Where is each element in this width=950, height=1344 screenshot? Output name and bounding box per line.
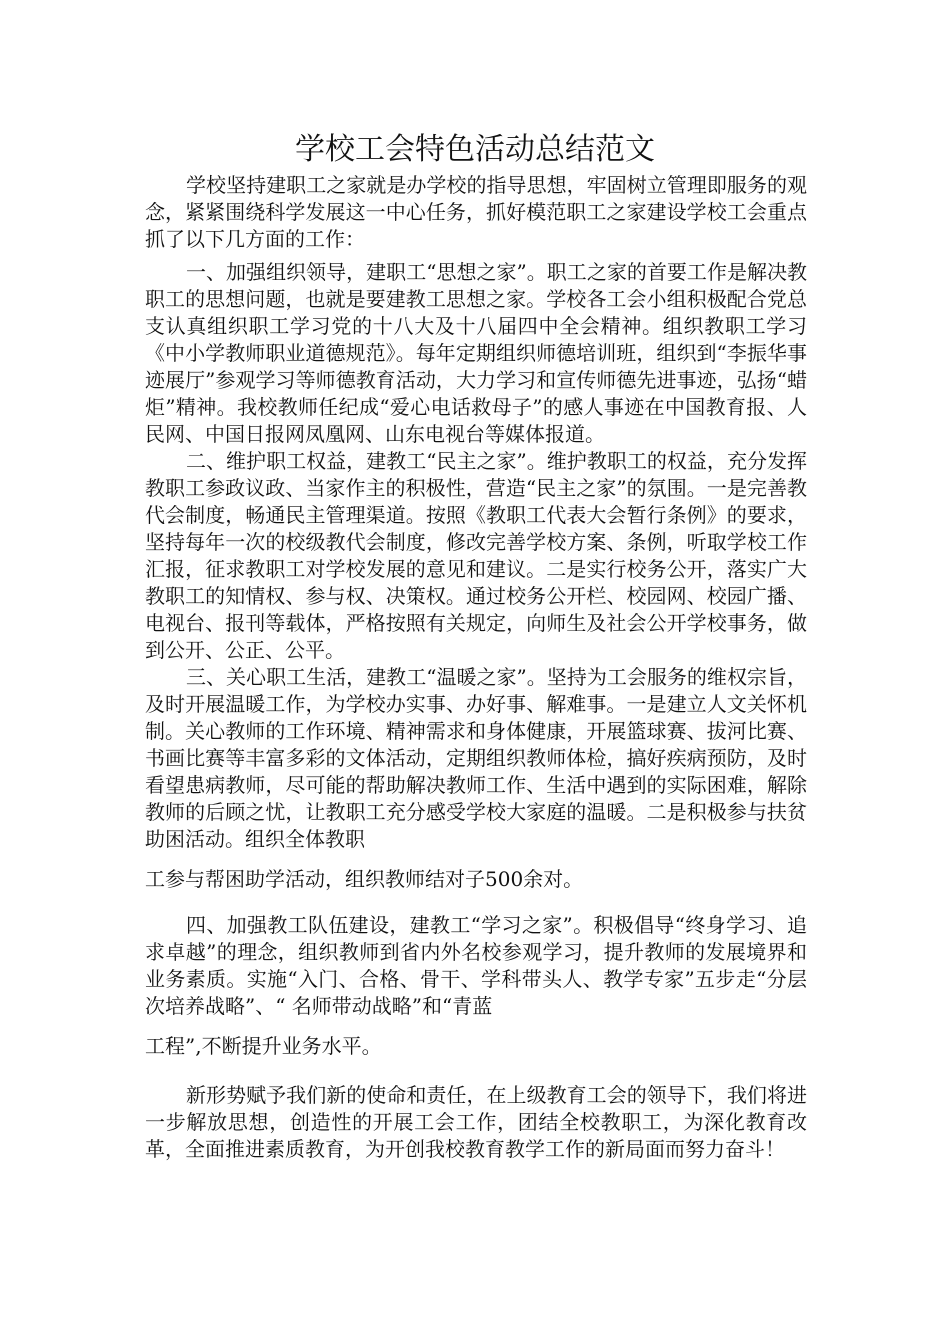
document-title: 学校工会特色活动总结范文 <box>295 132 655 167</box>
section-four-continuation: 工程”,不断提升业务水平。 <box>145 1034 382 1058</box>
section-one-paragraph: 一、加强组织领导，建职工“思想之家”。职工之家的首要工作是解决教职工的思想问题，也就是要建教工思想之家。学校各工会小组积极配合党总支认真组织职工学习党的十八大及十八届四中全会精神。组织教职工学习《中小学教师职业道德规范》。每年定期组织师德培训班，组织到“李振华事迹展厅”参观学习等师德教育活动，大力学习和宣传师德先进事迹，弘扬“蜡炬”精神。我校教师任纪成“爱心电话救母子”的感人事迹在中国教育报、人民网、中国日报网凤凰网、山东电视台等媒体报道。 <box>145 260 807 446</box>
section-three-paragraph: 三、关心职工生活，建教工“温暖之家”。坚持为工会服务的维权宗旨，及时开展温暖工作，为学校办实事、办好事、解难事。一是建立人文关怀机制。关心教师的工作环境、精神需求和身体健康，开展篮球赛、拔河比赛、书画比赛等丰富多彩的文体活动，定期组织教师体检，搞好疾病预防，及时看望患病教师，尽可能的帮助解决教师工作、生活中遇到的实际困难，解除教师的后顾之忧，让教职工充分感受学校大家庭的温暖。二是积极参与扶贫助困活动。组织全体教职 <box>145 665 807 851</box>
section-four-paragraph: 四、加强教工队伍建设，建教工“学习之家”。积极倡导“终身学习、追求卓越”的理念，组织教师到省内外名校参观学习，提升教师的发展境界和业务素质。实施“入门、合格、骨干、学科带头人、教学专家”五步走“分层次培养战略”、“ 名师带动战略”和“青蓝 <box>145 913 807 1018</box>
document-body <box>145 172 807 1163</box>
intro-paragraph: 学校坚持建职工之家就是办学校的指导思想，牢固树立管理即服务的观念，紧紧围绕科学发展这一中心任务，抓好模范职工之家建设学校工会重点抓了以下几方面的工作： <box>145 173 807 251</box>
closing-paragraph: 新形势赋予我们新的使命和责任，在上级教育工会的领导下，我们将进一步解放思想，创造性的开展工会工作，团结全校教职工，为深化教育改革，全面推进素质教育，为开创我校教育教学工作的新局面而努力奋斗！ <box>145 1083 807 1161</box>
section-three-continuation: 工参与帮困助学活动，组织教师结对子500余对。 <box>145 867 584 891</box>
section-two-paragraph: 二、维护职工权益，建教工“民主之家”。维护教职工的权益，充分发挥教职工参政议政、当家作主的积极性，营造“民主之家”的氛围。一是完善教代会制度，畅通民主管理渠道。按照《教职工代表大会暂行条例》的要求，坚持每年一次的校级教代会制度，修改完善学校方案、条例，听取学校工作汇报，征求教职工对学校发展的意见和建议。二是实行校务公开，落实广大教职工的知情权、参与权、决策权。通过校务公开栏、校园网、校园广播、电视台、报刊等载体，严格按照有关规定，向师生及社会公开学校事务，做到公开、公正、公平。 <box>145 449 807 662</box>
